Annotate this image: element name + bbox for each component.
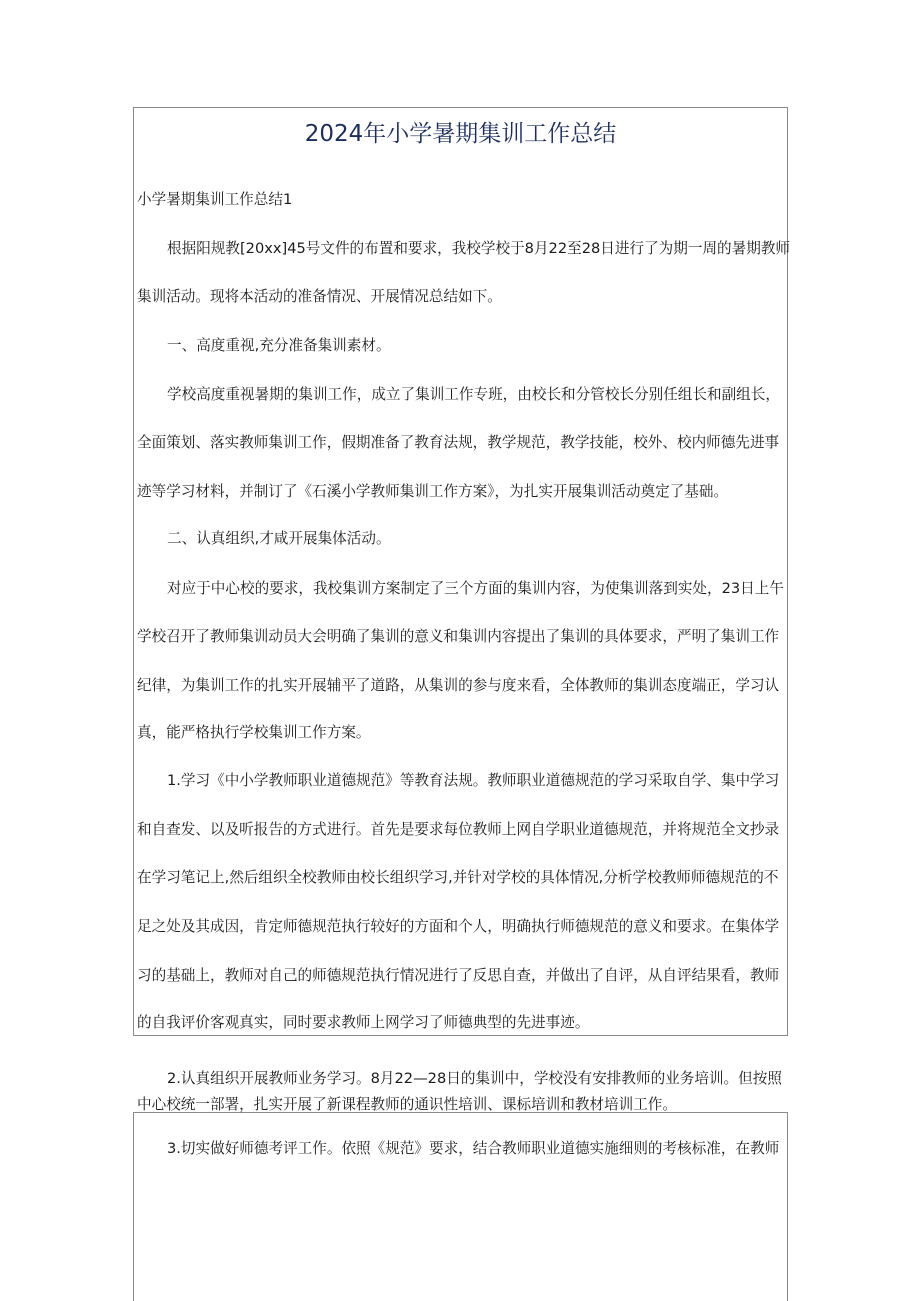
paragraph-line: 和自查发、以及听报告的方式进行。首先是要求每位教师上网自学职业道德规范，并将规范全文抄录 [137,821,780,838]
paragraph-line: 二、认真组织,才咸开展集体活动。 [167,530,391,547]
paragraph-line: 习的基础上，教师对自己的师德规范执行情况进行了反思自查，并做出了自评，从自评结果看，教师 [137,967,780,984]
paragraph-line: 学校高度重视暑期的集训工作，成立了集训工作专班，由校长和分管校长分别任组长和副组长， [167,386,780,403]
paragraph-line: 纪律，为集训工作的扎实开展辅平了道路，从集训的参与度来看，全体教师的集训态度端正，学习认 [137,677,780,694]
paragraph-line: 集训活动。现将本活动的准备情况、开展情况总结如下。 [137,288,502,305]
paragraph-line: 的自我评价客观真实，同时要求教师上网学习了师德典型的先进事迹。 [137,1014,590,1031]
section-heading: 小学暑期集训工作总结1 [137,191,293,208]
paragraph-line: 3.切实做好师德考评工作。依照《规范》要求，结合教师职业道德实施细则的考核标准，在教师 [167,1140,780,1157]
paragraph-line: 学校召开了教师集训动员大会明确了集训的意义和集训内容提出了集训的具体要求，严明了集训工作 [137,628,780,645]
paragraph-line: 迹等学习材料，并制订了《石溪小学教师集训工作方案》，为扎实开展集训活动奠定了基础。 [137,483,729,500]
page-title: 2024年小学暑期集训工作总结 [304,121,617,147]
paragraph-line: 真，能严格执行学校集训工作方案。 [137,724,371,741]
paragraph-line: 2.认真组织开展教师业务学习。8月22—28日的集训中，学校没有安排教师的业务培训。但按照 [167,1070,782,1087]
paragraph-line: 全面策划、落实教师集训工作，假期准备了教育法规，教学规范，教学技能，校外、校内师德先进事 [137,434,780,451]
paragraph-line: 根据阳规教[20xx]45号文件的布置和要求，我校学校于8月22至28日进行了为期一周的暑期教师 [167,240,791,257]
paragraph-line: 足之处及其成因，肯定师德规范执行较好的方面和个人，明确执行师德规范的意义和要求。在集体学 [137,918,780,935]
paragraph-line: 对应于中心校的要求，我校集训方案制定了三个方面的集训内容，为使集训落到实处，23日上午 [167,580,784,597]
paragraph-line: 在学习笔记上,然后组织全校教师由校长组织学习,并针对学校的具体情况,分析学校教师师德规范的不 [137,869,779,886]
paragraph-line: 一、高度重视,充分准备集训素材。 [167,337,391,354]
paragraph-line: 中心校统一部署，扎实开展了新课程教师的通识性培训、课标培训和教材培训工作。 [137,1096,677,1113]
paragraph-line: 1.学习《中小学教师职业道德规范》等教育法规。教师职业道德规范的学习采取自学、集中学习 [167,772,780,789]
